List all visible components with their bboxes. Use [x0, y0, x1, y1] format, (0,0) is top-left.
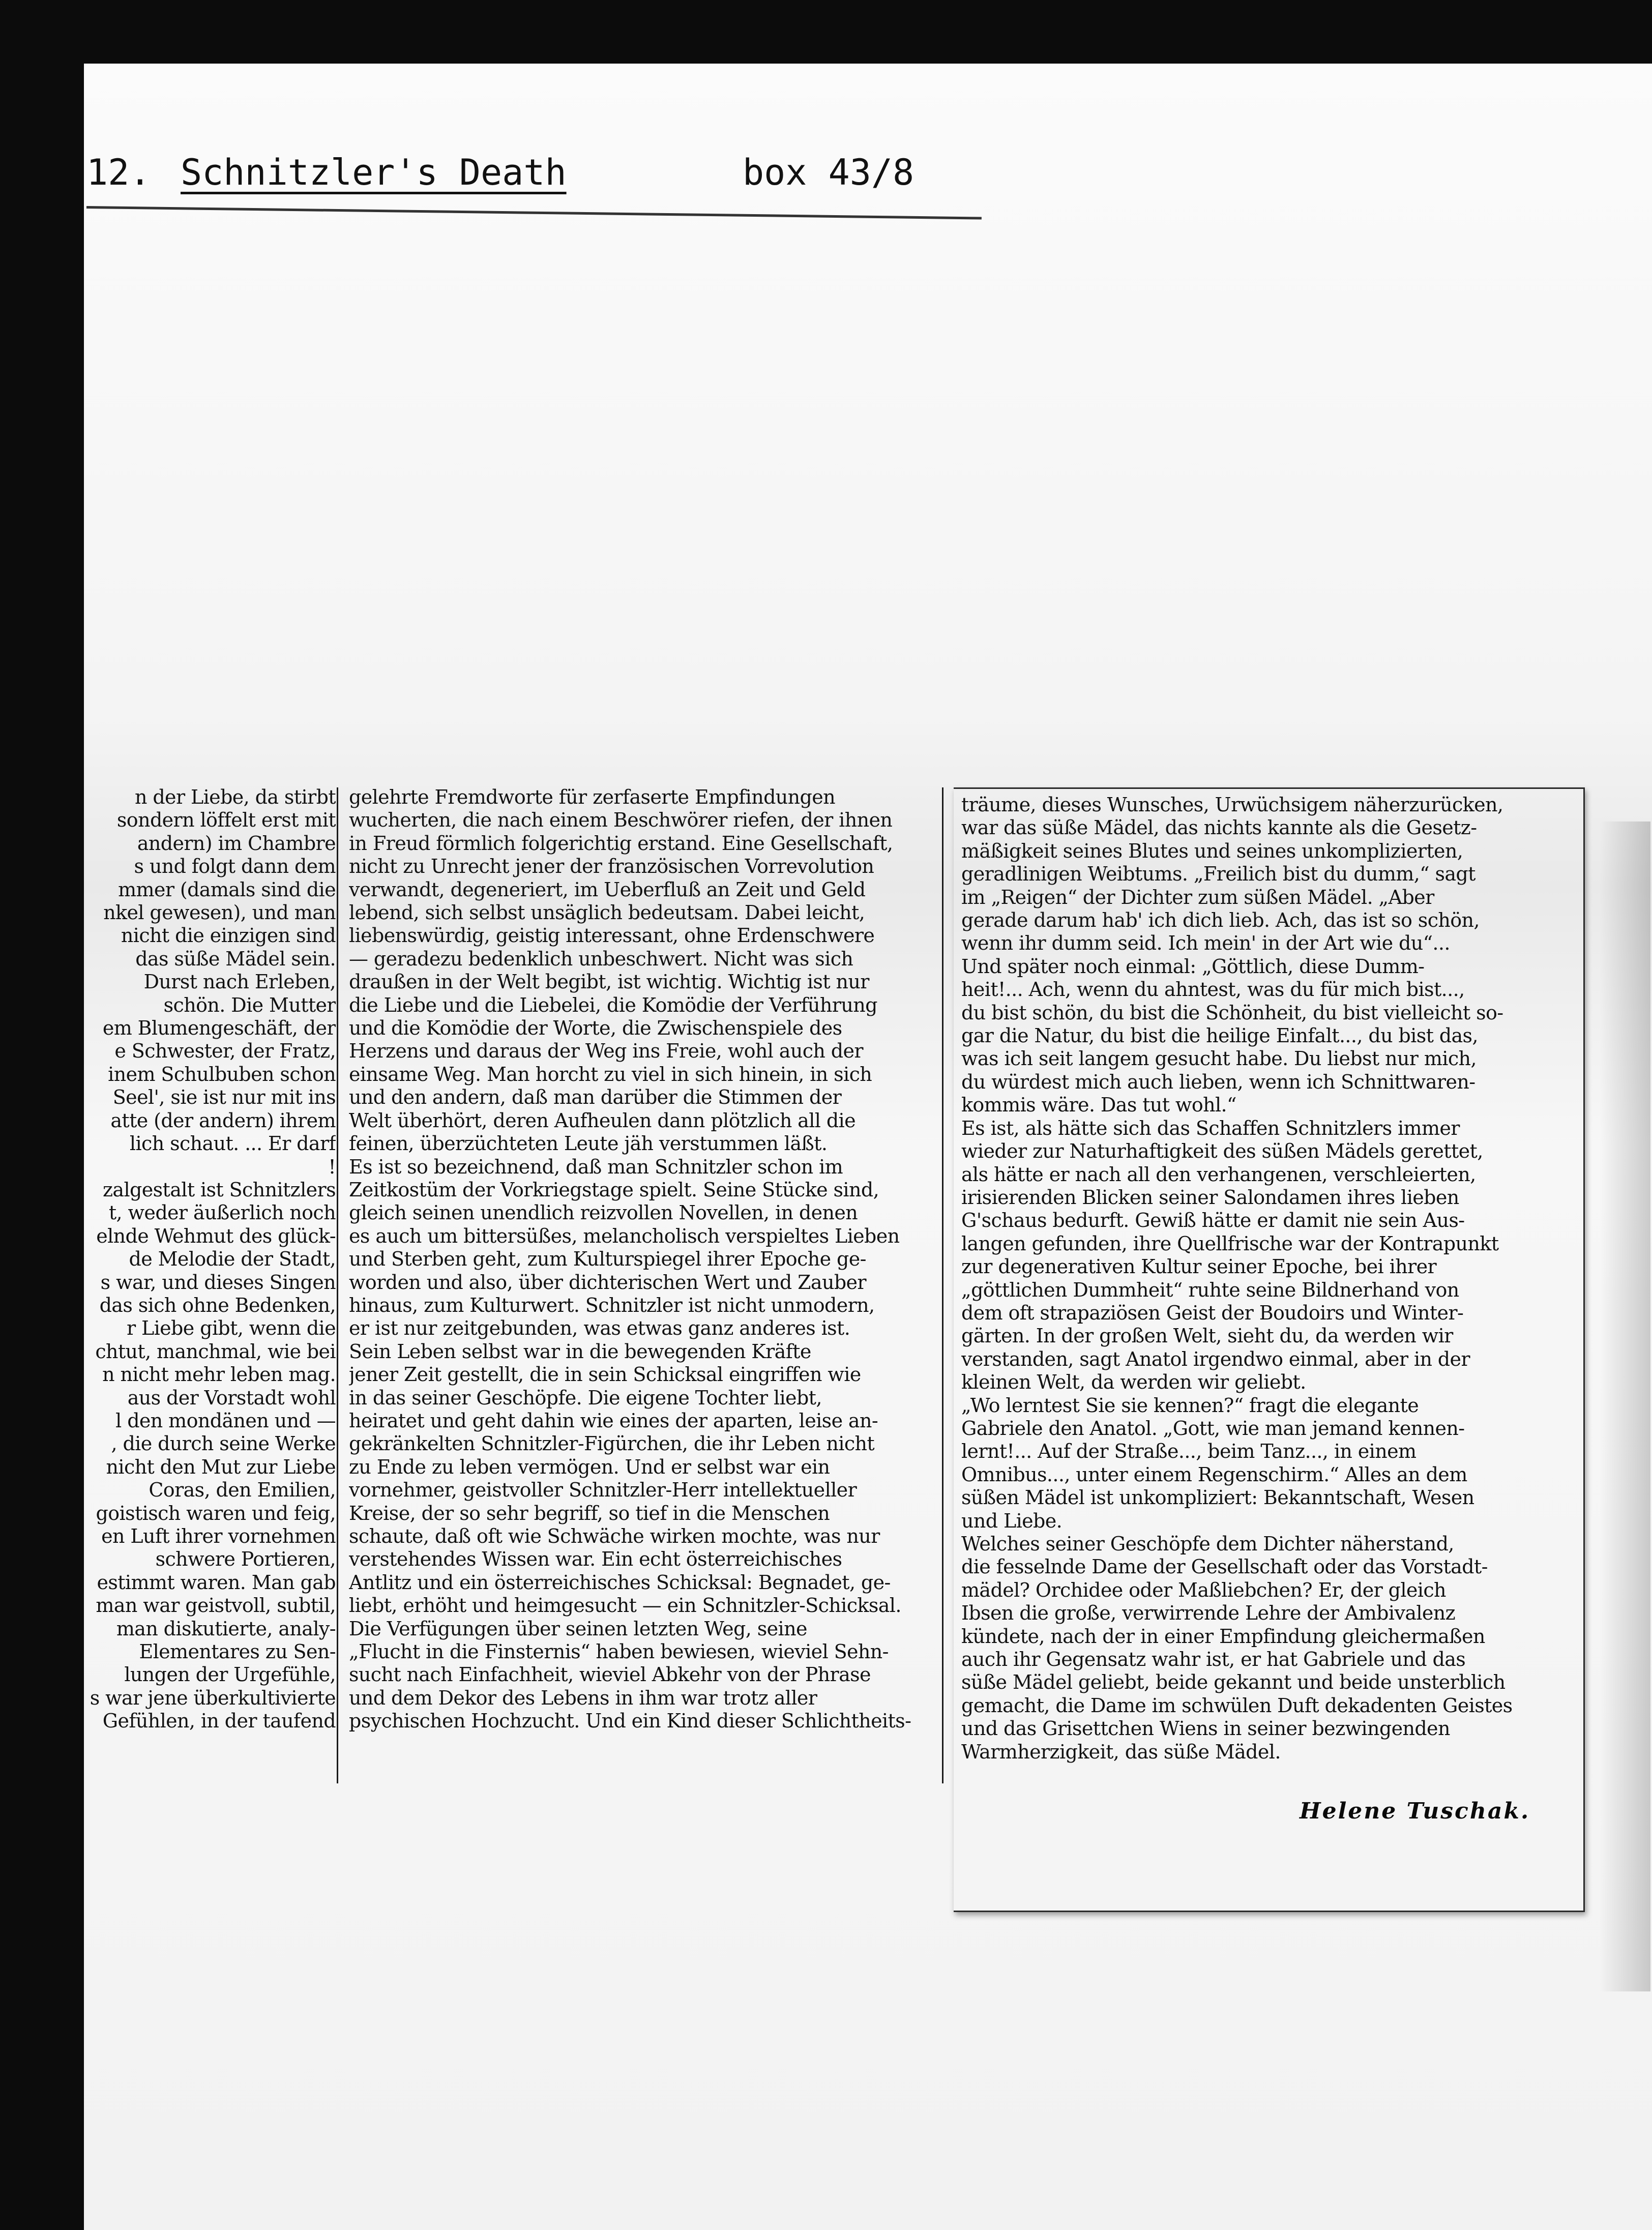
article-line: s und folgt dann dem	[134, 855, 336, 878]
article-line: t, weder äußerlich noch	[108, 1201, 336, 1224]
article-line: gar die Natur, du bist die heilige Einfalt..., du bist das,	[961, 1024, 1478, 1047]
article-line: draußen in der Welt begibt, ist wichtig. Wichtig ist nur	[349, 971, 869, 993]
article-line: feinen, überzüchteten Leute jäh verstummen läßt.	[349, 1132, 828, 1155]
article-line: Antlitz und ein österreichisches Schicksal: Begnadet, ge-	[349, 1571, 891, 1594]
article-line: em Blumengeschäft, der	[102, 1017, 336, 1040]
article-line: einsame Weg. Man horcht zu viel in sich hinein, in sich	[349, 1063, 872, 1085]
article-line: Herzens und daraus der Weg ins Freie, wohl auch der	[349, 1040, 863, 1063]
article-line: es auch um bittersüßes, melancholisch verspieltes Lieben	[349, 1224, 900, 1247]
article-line: wenn ihr dumm seid. Ich mein' in der Art wie du“...	[961, 932, 1450, 955]
article-line: n nicht mehr leben mag.	[102, 1363, 336, 1386]
article-line: en Luft ihrer vornehmen	[101, 1525, 336, 1547]
article-line: Es ist, als hätte sich das Schaffen Schnitzlers immer	[961, 1117, 1460, 1139]
article-line: mäßigkeit seines Blutes und seines unkomplizierten,	[961, 839, 1463, 862]
article-line: gleich seinen unendlich reizvollen Novellen, in denen	[349, 1201, 858, 1224]
article-line: langen gefunden, ihre Quellfrische war der Kontrapunkt	[961, 1232, 1499, 1255]
archive-header	[86, 141, 1002, 202]
article-line: gärten. In der großen Welt, sieht du, da werden wir	[961, 1325, 1453, 1347]
article-line: , die durch seine Werke	[111, 1432, 336, 1455]
article-line: elnde Wehmut des glück-	[96, 1224, 336, 1247]
article-line: man diskutierte, analy-	[116, 1617, 336, 1640]
article-line: jener Zeit gestellt, die in sein Schicksal eingriffen wie	[349, 1363, 861, 1386]
article-line: nicht zu Unrecht jener der französischen Vorrevolution	[349, 855, 874, 878]
article-line: estimmt waren. Man gab	[97, 1571, 336, 1594]
article-line: kommis wäre. Das tut wohl.“	[961, 1094, 1236, 1117]
article-line: s war, und dieses Singen	[100, 1271, 336, 1294]
article-line: Gabriele den Anatol. „Gott, wie man jemand kennen-	[961, 1417, 1465, 1440]
article-line: zur degenerativen Kultur seiner Epoche, bei ihrer	[961, 1255, 1437, 1278]
header-box: box 43/8	[743, 152, 914, 193]
article-line: kündete, nach der in einer Empfindung gleichermaßen	[961, 1625, 1485, 1648]
article-line: das sich ohne Bedenken,	[99, 1294, 336, 1316]
article-line: wieder zur Naturhaftigkeit des süßen Mädels gerettet,	[961, 1140, 1483, 1163]
article-line: lernt!... Auf der Straße..., beim Tanz..., in einem	[961, 1440, 1417, 1463]
article-line: Kreise, der so sehr begriff, so tief in die Menschen	[349, 1502, 830, 1524]
article-line: heiratet und geht dahin wie eines der aparten, leise an-	[349, 1409, 878, 1432]
article-line: „Wo lerntest Sie sie kennen?“ fragt die elegante	[961, 1394, 1419, 1417]
article-line: Welches seiner Geschöpfe dem Dichter näherstand,	[961, 1533, 1454, 1555]
article-line: in Freud förmlich folgerichtig erstand. Eine Gesellschaft,	[349, 832, 893, 855]
article-line: zu Ende zu leben vermögen. Und er selbst war ein	[349, 1455, 830, 1478]
article-line: liebt, erhöht und heimgesucht — ein Schnitzler-Schicksal.	[349, 1594, 901, 1617]
article-line: mädel? Orchidee oder Maßliebchen? Er, der gleich	[961, 1578, 1446, 1601]
article-line: dem oft strapaziösen Geist der Boudoirs und Winter-	[961, 1301, 1464, 1324]
article-line: andern) im Chambre	[137, 832, 336, 855]
article-column-3	[961, 794, 1561, 1764]
article-line: verstehendes Wissen war. Ein echt österreichisches	[349, 1548, 842, 1571]
article-line: sondern löffelt erst mit	[116, 809, 336, 832]
article-line: goistisch waren und feig,	[96, 1502, 336, 1524]
article-line: verstanden, sagt Anatol irgendwo einmal, aber in der	[961, 1347, 1470, 1370]
article-line: lich schaut. ... Er darf	[129, 1132, 336, 1155]
article-line: verwandt, degeneriert, im Ueberfluß an Zeit und Geld	[349, 878, 866, 901]
article-line: Coras, den Emilien,	[149, 1479, 336, 1502]
header-title: Schnitzler's Death	[181, 152, 567, 193]
article-line: lebend, sich selbst unsäglich bedeutsam. Dabei leicht,	[349, 901, 865, 924]
article-line: Es ist so bezeichnend, daß man Schnitzler schon im	[349, 1155, 843, 1178]
article-line: Omnibus..., unter einem Regenschirm.“ Alles an dem	[961, 1463, 1467, 1486]
article-line: wucherten, die nach einem Beschwörer riefen, der ihnen	[349, 809, 893, 832]
article-line: r Liebe gibt, wenn die	[126, 1317, 336, 1340]
page-shadow	[1600, 821, 1650, 1991]
article-line: die fesselnde Dame der Gesellschaft oder das Vorstadt-	[961, 1556, 1488, 1578]
article-line: vornehmer, geistvoller Schnitzler-Herr intellektueller	[349, 1479, 857, 1502]
article-line: aus der Vorstadt wohl	[127, 1386, 336, 1409]
article-line: l den mondänen und —	[115, 1409, 336, 1432]
article-line: nicht die einzigen sind	[121, 924, 336, 947]
article-line: Zeitkostüm der Vorkriegstage spielt. Seine Stücke sind,	[349, 1178, 879, 1201]
article-line: G'schaus bedurft. Gewiß hätte er damit nie sein Aus-	[961, 1209, 1465, 1232]
article-line: träume, dieses Wunsches, Urwüchsigem näherzurücken,	[961, 794, 1503, 816]
article-line: Sein Leben selbst war in die bewegenden Kräfte	[349, 1340, 811, 1363]
article-line: Seel', sie ist nur mit ins	[112, 1086, 336, 1109]
article-line: nkel gewesen), und man	[103, 901, 336, 924]
article-line: e Schwester, der Fratz,	[114, 1040, 336, 1063]
article-line: de Melodie der Stadt,	[129, 1248, 336, 1271]
article-line: er ist nur zeitgebunden, was etwas ganz anderes ist.	[349, 1317, 850, 1340]
article-line: Welt überhört, deren Aufheulen dann plötzlich all die	[349, 1109, 855, 1132]
article-line: und Sterben geht, zum Kulturspiegel ihrer Epoche ge-	[349, 1248, 866, 1271]
article-line: man war geistvoll, subtil,	[96, 1594, 336, 1617]
article-line: und dem Dekor des Lebens in ihm war trotz aller	[349, 1686, 817, 1709]
article-line: in das seiner Geschöpfe. Die eigene Tochter liebt,	[349, 1386, 822, 1409]
article-line: psychischen Hochzucht. Und ein Kind dieser Schlichtheits-	[349, 1710, 911, 1733]
article-line: war das süße Mädel, das nichts kannte als die Gesetz-	[961, 816, 1477, 839]
article-line: und den andern, daß man darüber die Stimmen der	[349, 1086, 842, 1109]
article-line: auch ihr Gegensatz wahr ist, er hat Gabriele und das	[961, 1648, 1466, 1671]
article-line: s war jene überkultivierte	[90, 1686, 336, 1709]
article-line: Und später noch einmal: „Göttlich, diese Dumm-	[961, 955, 1425, 978]
article-line: schwere Portieren,	[155, 1548, 336, 1571]
article-line: heit!... Ach, wenn du ahntest, was du für mich bist...,	[961, 978, 1465, 1001]
article-line: inem Schulbuben schon	[108, 1063, 336, 1085]
article-line: und das Grisettchen Wiens in seiner bezwingenden	[961, 1717, 1450, 1740]
article-line: als hätte er nach all den verhangenen, verschleierten,	[961, 1163, 1476, 1186]
author-signature: Helene Tuschak.	[1300, 1798, 1530, 1824]
article-line: Elementares zu Sen-	[139, 1640, 336, 1663]
article-line: worden und also, über dichterischen Wert und Zauber	[349, 1271, 866, 1294]
article-column-2	[349, 786, 936, 1733]
article-line: hinaus, zum Kulturwert. Schnitzler ist nicht unmodern,	[349, 1294, 875, 1316]
article-line: das süße Mädel sein.	[135, 947, 336, 970]
article-line: gemacht, die Dame im schwülen Duft dekadenten Geistes	[961, 1694, 1513, 1717]
article-line: die Liebe und die Liebelei, die Komödie der Verführung	[349, 993, 877, 1016]
article-line: lungen der Urgefühle,	[124, 1663, 336, 1686]
article-line: und die Komödie der Worte, die Zwischenspiele des	[349, 1017, 842, 1040]
article-line: schön. Die Mutter	[163, 993, 336, 1016]
article-line: gelehrte Fremdworte für zerfaserte Empfindungen	[349, 786, 836, 808]
article-line: irisierenden Blicken seiner Salondamen ihres lieben	[961, 1186, 1459, 1209]
article-line: sucht nach Einfachheit, wieviel Abkehr von der Phrase	[349, 1663, 871, 1686]
article-line: du würdest mich auch lieben, wenn ich Schnittwaren-	[961, 1070, 1476, 1093]
article-line: atte (der andern) ihrem	[110, 1109, 336, 1132]
article-line: liebenswürdig, geistig interessant, ohne Erdenschwere	[349, 924, 875, 947]
article-line: nicht den Mut zur Liebe	[106, 1455, 336, 1478]
article-line: mmer (damals sind die	[118, 878, 336, 901]
article-line: gerade darum hab' ich dich lieb. Ach, das ist so schön,	[961, 909, 1480, 932]
article-line: Ibsen die große, verwirrende Lehre der Ambivalenz	[961, 1602, 1456, 1625]
article-line: süße Mädel geliebt, beide gekannt und beide unsterblich	[961, 1671, 1506, 1694]
article-line: im „Reigen“ der Dichter zum süßen Mädel. „Aber	[961, 886, 1434, 908]
article-line: Warmherzigkeit, das süße Mädel.	[961, 1740, 1281, 1763]
article-line: „Flucht in die Finsternis“ haben bewiesen, wieviel Sehn-	[349, 1640, 889, 1663]
article-column-1	[61, 786, 336, 1733]
article-line: du bist schön, du bist die Schönheit, du bist vielleicht so-	[961, 1001, 1503, 1024]
article-line: zalgestalt ist Schnitzlers	[103, 1178, 336, 1201]
article-line: süßen Mädel ist unkompliziert: Bekanntschaft, Wesen	[961, 1486, 1474, 1509]
article-line: kleinen Welt, da werden wir geliebt.	[961, 1371, 1306, 1394]
article-line: chtut, manchmal, wie bei	[95, 1340, 336, 1363]
article-line: gekränkelten Schnitzler-Figürchen, die ihr Leben nicht	[349, 1432, 875, 1455]
article-line: n der Liebe, da stirbt	[134, 786, 336, 808]
article-line: Gefühlen, in der taufend	[102, 1710, 336, 1733]
article-line: und Liebe.	[961, 1509, 1063, 1532]
article-line: — geradezu bedenklich unbeschwert. Nicht was sich	[349, 947, 853, 970]
header-number: 12.	[86, 152, 151, 193]
article-line: Durst nach Erleben,	[143, 971, 336, 993]
article-line: schaute, daß oft wie Schwäche wirken mochte, was nur	[349, 1525, 880, 1547]
column-divider-2	[942, 787, 943, 1783]
article-line: „göttlichen Dummheit“ ruhte seine Bildnerhand von	[961, 1278, 1459, 1301]
article-line: geradlinigen Weibtums. „Freilich bist du dumm,“ sagt	[961, 863, 1476, 886]
article-line: !	[328, 1155, 336, 1178]
article-line: was ich seit langem gesucht habe. Du liebst nur mich,	[961, 1047, 1477, 1070]
column-divider-1	[337, 787, 338, 1783]
article-line: Die Verfügungen über seinen letzten Weg, seine	[349, 1617, 807, 1640]
